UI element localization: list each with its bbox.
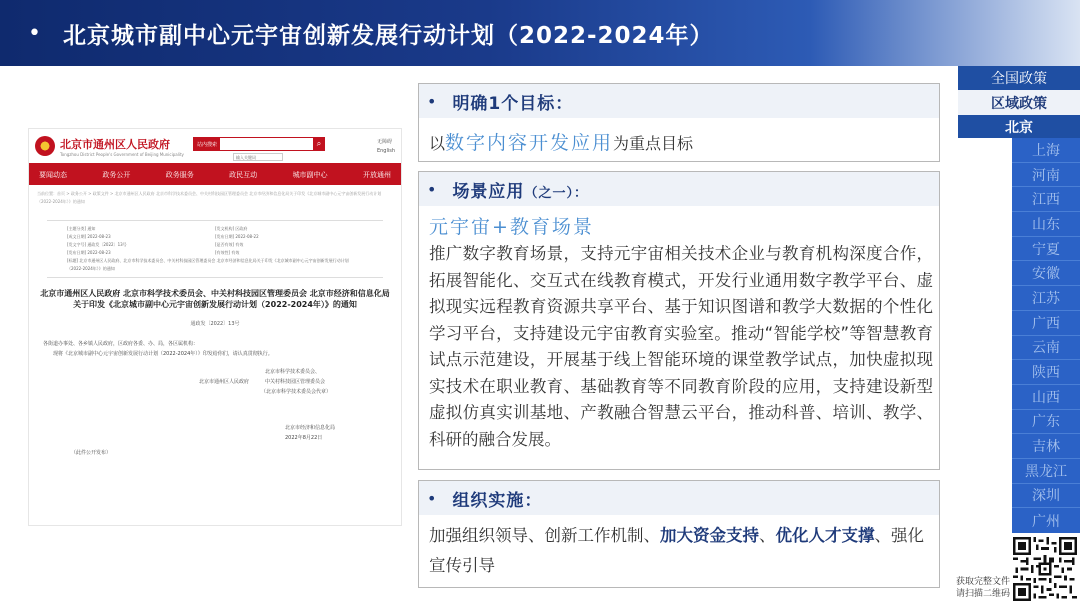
doc-nav-item[interactable]: 开放通州 [362, 171, 391, 179]
doc-meta-cell: [发文机构] 区政府 [215, 226, 248, 231]
doc-body-line: 各街道办事处、各乡镇人民政府，区政府各委、办、局，各区属机构： [43, 341, 199, 347]
doc-meta-cell: [是否有效] 有效 [215, 242, 244, 247]
goal-text-post: 为重点目标 [613, 134, 694, 153]
doc-meta-cell: [发布日期] 2022-08-22 [215, 234, 259, 239]
doc-sign-date: 2022年8月22日 [285, 435, 323, 441]
bullet: • [427, 488, 437, 508]
qr-caption [948, 576, 1010, 600]
sidebar-item-city[interactable]: 宁夏 [1012, 237, 1080, 262]
sidebar-item-city[interactable]: 江苏 [1012, 286, 1080, 311]
doc-meta-title: [标题] 北京市通州区人民政府、北京市科学技术委员会、中关村科技园区管理委员会 北京市经济和信息化局关于印发《北京城市副中心元宇宙创新发展行动计划（2022-2024年）》的通知 [67, 258, 349, 271]
sidebar-item-city[interactable]: 广州 [1012, 508, 1080, 533]
implementation-text: 、强化宣传引导 [429, 526, 924, 575]
doc-nav-item[interactable]: 要闻动态 [39, 171, 67, 179]
doc-nav-item[interactable]: 城市副中心 [292, 171, 328, 179]
doc-body-line: 现将《北京城市副中心元宇宙创新发展行动计划（2022-2024年）》印发给你们，请认真贯彻执行。 [53, 351, 273, 357]
goal-title: 明确1个目标： [452, 93, 574, 114]
scenario-box [418, 171, 940, 470]
implementation-emphasis: 优化人才支撑 [775, 526, 875, 545]
sidebar-item-city[interactable]: 安徽 [1012, 261, 1080, 286]
implementation-title: 组织实施： [452, 490, 543, 511]
doc-sign-line: 中关村科技园区管理委员会 [265, 379, 326, 385]
goal-text [419, 118, 939, 155]
scenario-box-header [419, 172, 939, 206]
doc-nav-item[interactable]: 政务公开 [102, 171, 131, 179]
sidebar-item-city[interactable]: 广东 [1012, 410, 1080, 435]
national-emblem-icon [35, 136, 55, 156]
scenario-title-suffix: （之一）： [524, 185, 588, 201]
sidebar-item-city[interactable]: 上海 [1012, 138, 1080, 163]
doc-sign-line: 北京市通州区人民政府 [199, 379, 250, 385]
sidebar-item-city[interactable]: 山东 [1012, 212, 1080, 237]
sidebar-item-city[interactable]: 深圳 [1012, 484, 1080, 509]
sidebar-item-regional[interactable]: 区域政策 [958, 90, 1080, 115]
doc-meta-cell: [发文字号] 通政发〔2022〕13号 [67, 242, 127, 247]
doc-search-bar[interactable] [193, 137, 325, 151]
doc-signatures [29, 367, 401, 419]
title-bullet: • [28, 20, 41, 46]
doc-title: 北京市通州区人民政府 北京市科学技术委员会、中关村科技园区管理委员会 北京市经济和信息化局关于印发《北京城市副中心元宇宙创新发展行动计划（2022-2024年）》的通知 [40, 289, 390, 309]
doc-search-select[interactable]: 站内搜索 [194, 138, 220, 150]
sidebar-item-city[interactable]: 黑龙江 [1012, 459, 1080, 484]
doc-link-english[interactable]: English [376, 148, 395, 154]
implementation-box [418, 480, 940, 588]
implementation-box-header [419, 481, 939, 515]
sidebar-item-city[interactable]: 江西 [1012, 187, 1080, 212]
sidebar-item-city[interactable]: 吉林 [1012, 434, 1080, 459]
goal-text-pre: 以 [429, 134, 446, 153]
bullet: • [427, 179, 437, 199]
goal-highlight: 数字内容开发应用 [445, 132, 614, 154]
search-icon[interactable]: ⌕ [313, 137, 325, 151]
page-title: 北京城市副中心元宇宙创新发展行动计划（2022-2024年） [62, 22, 714, 49]
doc-search-input[interactable]: 输入关键词 [233, 153, 283, 161]
goal-box-header [419, 84, 939, 118]
goal-box [418, 83, 940, 162]
doc-sign-block [29, 423, 401, 443]
doc-meta-cell: [有效性] 有效 [215, 250, 240, 255]
doc-nav [29, 165, 401, 185]
scenario-subtitle: 元宇宙+教育场景 [429, 216, 594, 238]
qr-caption-line: 请扫描二维码 [955, 589, 1010, 599]
doc-breadcrumb: 当前位置：首页 > 政务公开 > 政策文件 > 北京市通州区人民政府 北京市科学技术委员会、中关村科技园区管理委员会 北京市经济和信息化局关于印发《北京城市副中心元宇宙创新发展行动计划（2022-2024年）》的通知 [37, 191, 382, 204]
scenario-body: 推广数字教育场景，支持元宇宙相关技术企业与教育机构深度合作，拓展智能化、交互式在线教育模式，开发行业通用数字教学平台、虚拟现实远程教育资源共享平台、基于知识图谱和教学大数据的个性化学习平台，支持建设元宇宙教育实验室。推动“智能学校”等智慧教育试点示范建设，开展基于线上智能环境的课堂教学试点，加快虚拟现实技术在职业教育、基础教育等不同教育阶段的应用，支持建设新型虚拟仿真实训基地、产教融合智慧云平台，推动科普、培训、教学、科研的融合发展。 [429, 244, 933, 449]
doc-sign-line: 北京市科学技术委员会、 [265, 369, 321, 375]
sidebar-item-city[interactable]: 山西 [1012, 385, 1080, 410]
qr-caption-line: 获取完整文件 [955, 577, 1010, 587]
doc-meta-table [47, 220, 383, 278]
doc-meta-cell: [发布日期] 2022-08-23 [67, 250, 111, 255]
bullet: • [427, 91, 437, 111]
doc-site-name-en: Tongzhou District People's Government of Beijing Municipality [60, 151, 184, 157]
doc-nav-item[interactable]: 政民互动 [229, 171, 258, 179]
doc-site-name: 北京市通州区人民政府 [60, 137, 170, 151]
sidebar-item-city[interactable]: 河南 [1012, 163, 1080, 188]
implementation-text: 加强组织领导、创新工作机制、 [429, 526, 660, 545]
doc-meta-cell: [成文日期] 2022-08-23 [67, 234, 111, 239]
doc-sign-line: 北京市经济和信息化局 [285, 425, 336, 431]
doc-link-accessibility[interactable]: 无障碍 [376, 139, 392, 145]
policy-sidebar [958, 66, 1080, 533]
doc-nav-item[interactable]: 政务服务 [165, 171, 194, 179]
document-screenshot [28, 128, 402, 526]
doc-sign-line: （北京市科学技术委员会代章） [261, 389, 332, 395]
doc-body [29, 327, 401, 359]
doc-number: 通政发〔2022〕13号 [190, 321, 240, 327]
sidebar-item-city[interactable]: 陕西 [1012, 360, 1080, 385]
sidebar-item-city[interactable]: 广西 [1012, 311, 1080, 336]
title-bar [0, 0, 1080, 66]
doc-footnote: （此件公开发布） [71, 450, 112, 456]
scenario-title: 场景应用（之一）： [452, 181, 588, 202]
implementation-body [419, 515, 939, 581]
sidebar-item-city[interactable]: 云南 [1012, 336, 1080, 361]
doc-meta-cell: [主题分类] 通知 [67, 226, 96, 231]
implementation-emphasis: 加大资金支持 [660, 526, 759, 545]
sidebar-item-beijing[interactable]: 北京 [958, 115, 1080, 138]
qr-code-icon[interactable] [1013, 537, 1077, 601]
sidebar-item-national[interactable]: 全国政策 [958, 66, 1080, 90]
implementation-separator: 、 [759, 526, 776, 545]
doc-header [29, 129, 401, 165]
